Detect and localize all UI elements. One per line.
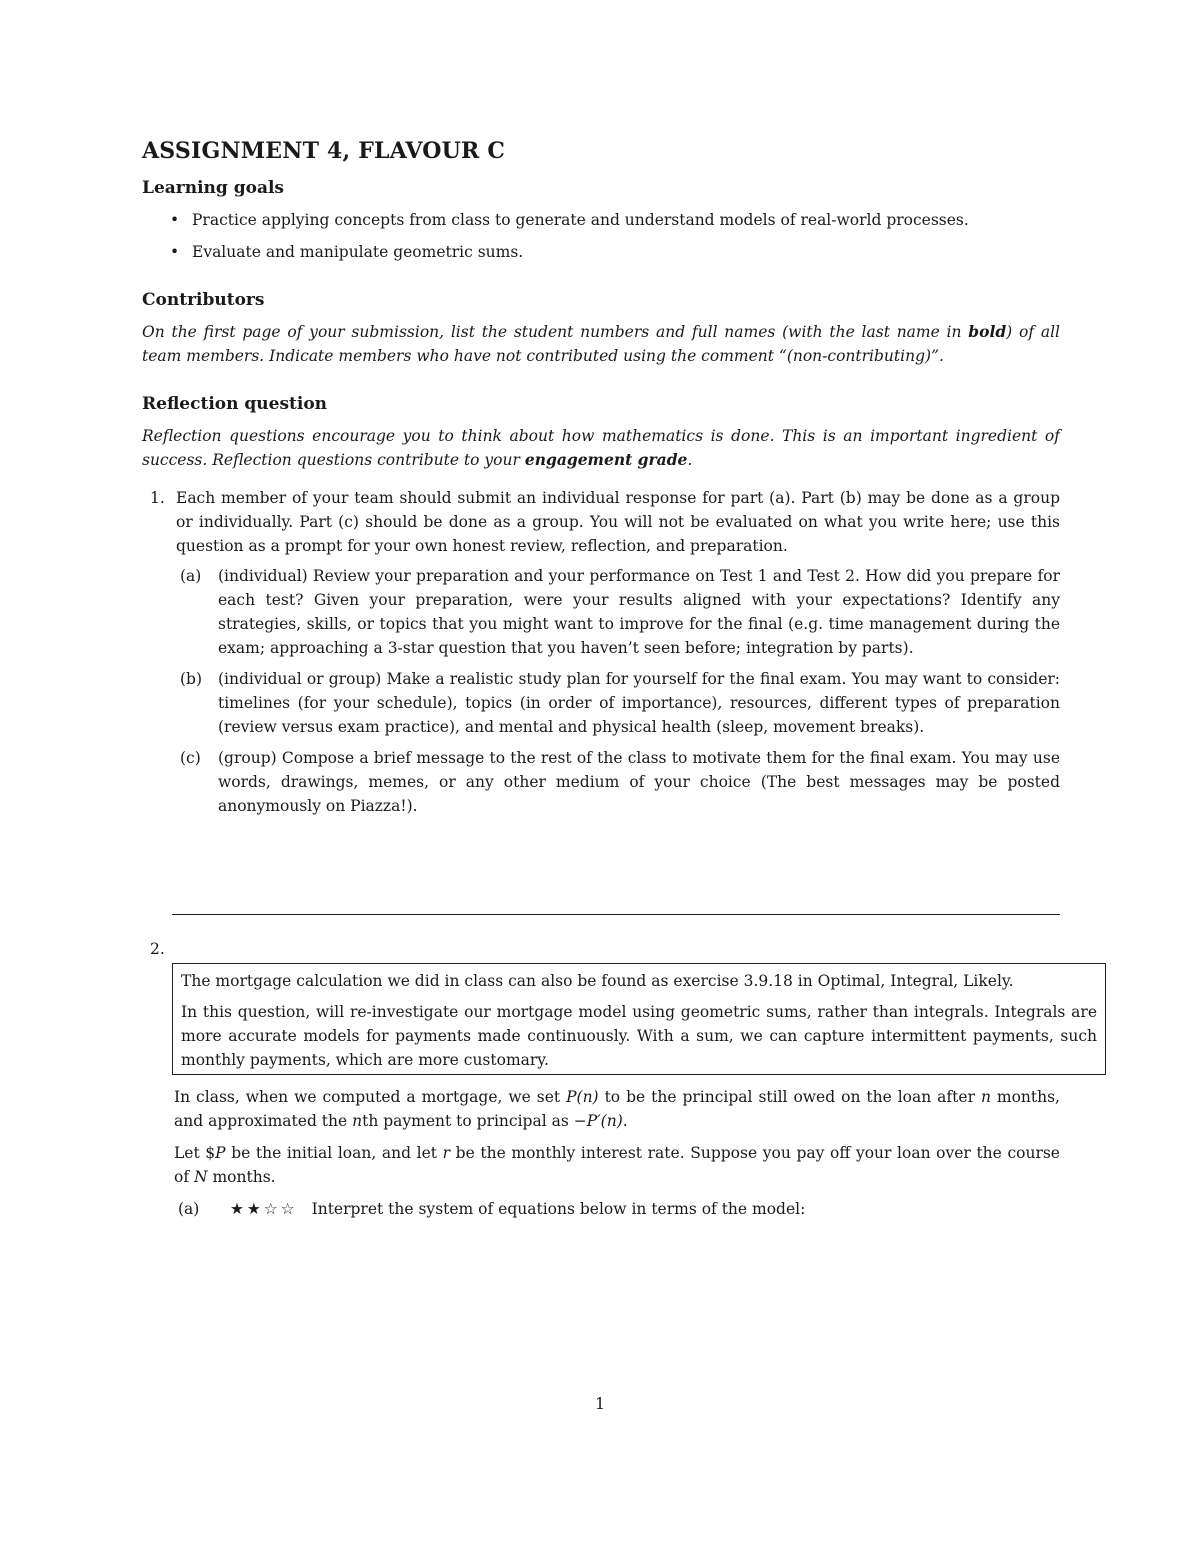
document-content xyxy=(142,138,1060,825)
horizontal-divider xyxy=(172,914,1060,915)
text-run: In class, when we computed a mortgage, we set xyxy=(174,1088,567,1106)
part-text: Interpret the system of equations below in terms of the model: xyxy=(311,1200,806,1218)
question-2-paragraph-2 xyxy=(174,1141,1060,1189)
math-expression: −P′(n) xyxy=(573,1112,623,1130)
math-expression: n xyxy=(352,1112,363,1130)
question-1-number: 1. xyxy=(150,489,165,507)
question-1-part-c xyxy=(176,746,1060,818)
difficulty-stars-icon: ★★☆☆ xyxy=(230,1200,298,1218)
contributors-bold-word: bold xyxy=(968,322,1007,341)
bullet-icon: • xyxy=(170,243,180,261)
bullet-icon: • xyxy=(170,211,180,229)
contributors-text-2: ) of all team members. Indicate members who have not contributed using the comment “(non-contributing)”. xyxy=(142,323,1060,365)
part-text: (individual) Review your preparation and your performance on Test 1 and Test 2. How did you prepare for each test? Given your preparation, were your results aligned with your expectations? Identify any strategies, skills, or topics that you might want to improve for the final (e.g. time management during the exam; approaching a 3-star question that you haven’t seen before; integration by parts). xyxy=(218,567,1060,657)
question-2-part-a xyxy=(174,1197,1060,1221)
text-run: be the initial loan, and let xyxy=(225,1144,443,1162)
question-2-body xyxy=(174,1085,1060,1229)
text-run: be the monthly interest rate. Suppose you pay off your loan over the course of xyxy=(174,1144,1060,1186)
learning-goal-item xyxy=(142,208,1060,232)
learning-goal-item xyxy=(142,240,1060,264)
reflection-text-1: Reflection questions encourage you to think about how mathematics is done. This is an important ingredient of success. Reflection questions contribute to your xyxy=(142,427,1060,469)
text-run: . xyxy=(622,1112,628,1130)
contributors-heading: Contributors xyxy=(142,290,265,310)
question-2-info-box xyxy=(172,963,1106,1075)
engagement-grade-text: engagement grade xyxy=(524,450,688,469)
learning-goal-text: Practice applying concepts from class to generate and understand models of real-world processes. xyxy=(192,211,969,229)
info-box-paragraph-1: The mortgage calculation we did in class can also be found as exercise 3.9.18 in Optimal, Integral, Likely. xyxy=(181,972,1014,990)
question-1 xyxy=(142,486,1060,818)
question-1-intro: Each member of your team should submit an individual response for part (a). Part (b) may be done as a group or individually. Part (c) should be done as a group. You will not be evaluated on what you write here; use this question as a prompt for your own honest review, reflection, and preparation. xyxy=(176,489,1060,555)
learning-goal-text: Evaluate and manipulate geometric sums. xyxy=(192,243,524,261)
learning-goals-heading: Learning goals xyxy=(142,178,284,198)
text-run: th payment to principal as xyxy=(362,1112,574,1130)
part-label: (c) xyxy=(180,749,201,767)
contributors-text-1: On the first page of your submission, list the student numbers and full names (with the last name in xyxy=(142,323,969,341)
text-run: months, and approximated the xyxy=(174,1088,1060,1130)
text-run: to be the principal still owed on the loan after xyxy=(598,1088,981,1106)
text-run: Let $ xyxy=(174,1144,216,1162)
question-1-part-a xyxy=(176,564,1060,660)
question-1-part-b xyxy=(176,667,1060,739)
math-expression: P(n) xyxy=(566,1088,599,1106)
reflection-heading: Reflection question xyxy=(142,394,328,414)
part-label: (b) xyxy=(180,670,203,688)
learning-goals-list xyxy=(142,208,1060,264)
page-number: 1 xyxy=(595,1395,605,1413)
reflection-intro xyxy=(142,424,1060,472)
reflection-text-2: . xyxy=(687,451,693,469)
math-expression: n xyxy=(980,1088,991,1106)
part-label: (a) xyxy=(180,567,202,585)
part-text: (group) Compose a brief message to the rest of the class to motivate them for the final exam. You may use words, drawings, memes, or any other medium of your choice (The best messages may be posted anonymously on Piazza!). xyxy=(218,749,1060,815)
assignment-title: ASSIGNMENT 4, FLAVOUR C xyxy=(142,138,506,164)
question-2-paragraph-1 xyxy=(174,1085,1060,1133)
part-label: (a) xyxy=(178,1200,200,1218)
math-expression: r xyxy=(442,1144,451,1162)
math-expression: N xyxy=(194,1168,208,1186)
contributors-instructions xyxy=(142,320,1060,368)
question-2-number: 2. xyxy=(150,940,165,958)
part-text: (individual or group) Make a realistic study plan for yourself for the final exam. You may want to consider: timelines (for your schedule), topics (in order of importance), resources, different types of preparation (review versus exam practice), and mental and physical health (sleep, movement breaks). xyxy=(218,670,1060,736)
question-1-parts xyxy=(176,564,1060,818)
info-box-paragraph-2: In this question, will re-investigate our mortgage model using geometric sums, rather than integrals. Integrals are more accurate models for payments made continuously. With a sum, we can capture intermittent payments, such monthly payments, which are more customary. xyxy=(181,1003,1097,1069)
text-run: months. xyxy=(207,1168,276,1186)
math-expression: P xyxy=(215,1144,226,1162)
